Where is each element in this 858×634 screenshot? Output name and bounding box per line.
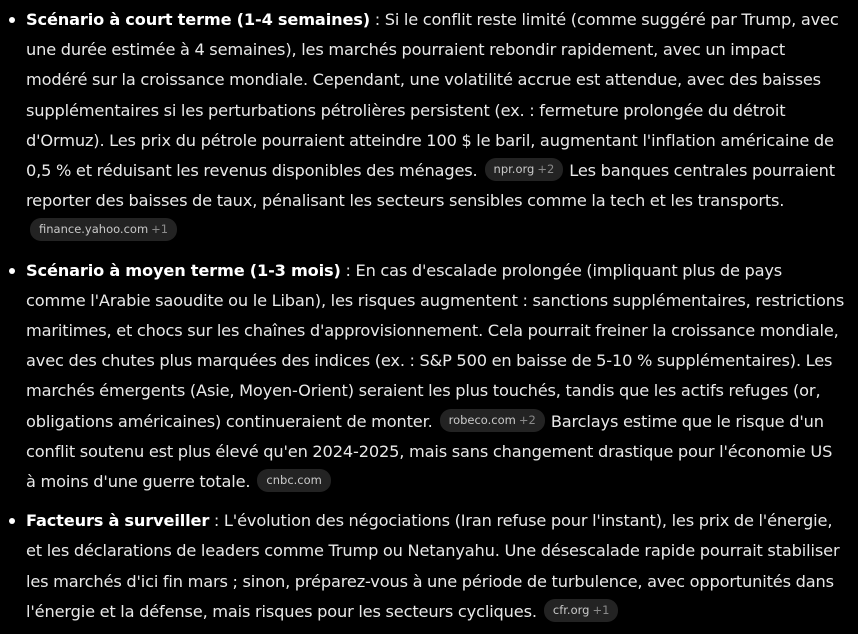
citation-source: cnbc.com [266, 473, 322, 488]
bullet-dot-icon [9, 17, 15, 23]
bullet-medium-term-scenario [0, 256, 858, 498]
citation-chip[interactable] [257, 469, 330, 492]
citation-chip[interactable] [30, 218, 177, 241]
bullet-heading: Facteurs à surveiller [26, 511, 210, 531]
bullet-text: Barclays estime que le risque d'un conflit soutenu est plus élevé qu'en 2024-2025, mais sans changement drastique pour l'économie US à moins d'une guerre totale. [26, 411, 833, 492]
citation-count: +1 [151, 222, 169, 237]
citation-count: +2 [518, 412, 536, 427]
bullet-short-term-scenario [0, 5, 858, 247]
citation-chip[interactable] [485, 158, 564, 181]
citation-source: cfr.org [552, 602, 590, 617]
bullet-text: : L'évolution des négociations (Iran refuse pour l'instant), les prix de l'énergie, et les déclarations de leaders comme Trump ou Netanyahu. Une désescalade rapide pourrait stabiliser les marchés d'ici fin mars ; sinon, préparez-vous à une période de turbulence, avec opportunités dans l'énergie et la défense, mais risques pour les secteurs cycliques. [26, 511, 840, 621]
bullet-dot-icon [9, 518, 15, 524]
bullet-heading: Scénario à moyen terme (1-3 mois) [26, 260, 341, 280]
citation-chip[interactable] [440, 409, 545, 432]
citation-source: npr.org [493, 162, 535, 177]
bullet-text: : En cas d'escalade prolongée (impliquant plus de pays comme l'Arabie saoudite ou le Liban), les risques augmentent : sanctions supplémentaires, restrictions maritimes, et chocs sur les chaînes d'approvisionnement. Cela pourrait freiner la croissance mondiale, avec des chutes plus marquées des indices (ex. : S&P 500 en baisse de 5-10 % supplémentaires). Les marchés émergents (Asie, Moyen-Orient) seraient les plus touchés, tandis que les actifs refuges (or, obligations américaines) continueraient de monter. [26, 260, 845, 431]
bullet-heading: Scénario à court terme (1-4 semaines) [26, 10, 371, 29]
bullet-dot-icon [9, 268, 15, 274]
bullet-text: : Si le conflit reste limité (comme suggéré par Trump, avec une durée estimée à 4 semaines), les marchés pourraient rebondir rapidement, avec un impact modéré sur la croissance mondiale. Cependant, une volatilité accrue est attendue, avec des baisses supplémentaires si les perturbations pétrolières persistent (ex. : fermeture prolongée du détroit d'Ormuz). Les prix du pétrole pourraient atteindre 100 $ le baril, augmentant l'inflation américaine de 0,5 % et réduisant les revenus disponibles des ménages. [26, 10, 839, 181]
citation-source: finance.yahoo.com [39, 222, 149, 237]
citation-source: robeco.com [448, 412, 516, 427]
citation-chip[interactable] [544, 599, 619, 622]
bullet-list [0, 5, 858, 627]
bullet-factors-to-watch [0, 506, 858, 627]
citation-count: +1 [592, 602, 610, 617]
bullet-text: Les banques centrales pourraient reporter des baisses de taux, pénalisant les secteurs sensibles comme la tech et les transports. [26, 161, 835, 211]
citation-count: +2 [537, 162, 555, 177]
